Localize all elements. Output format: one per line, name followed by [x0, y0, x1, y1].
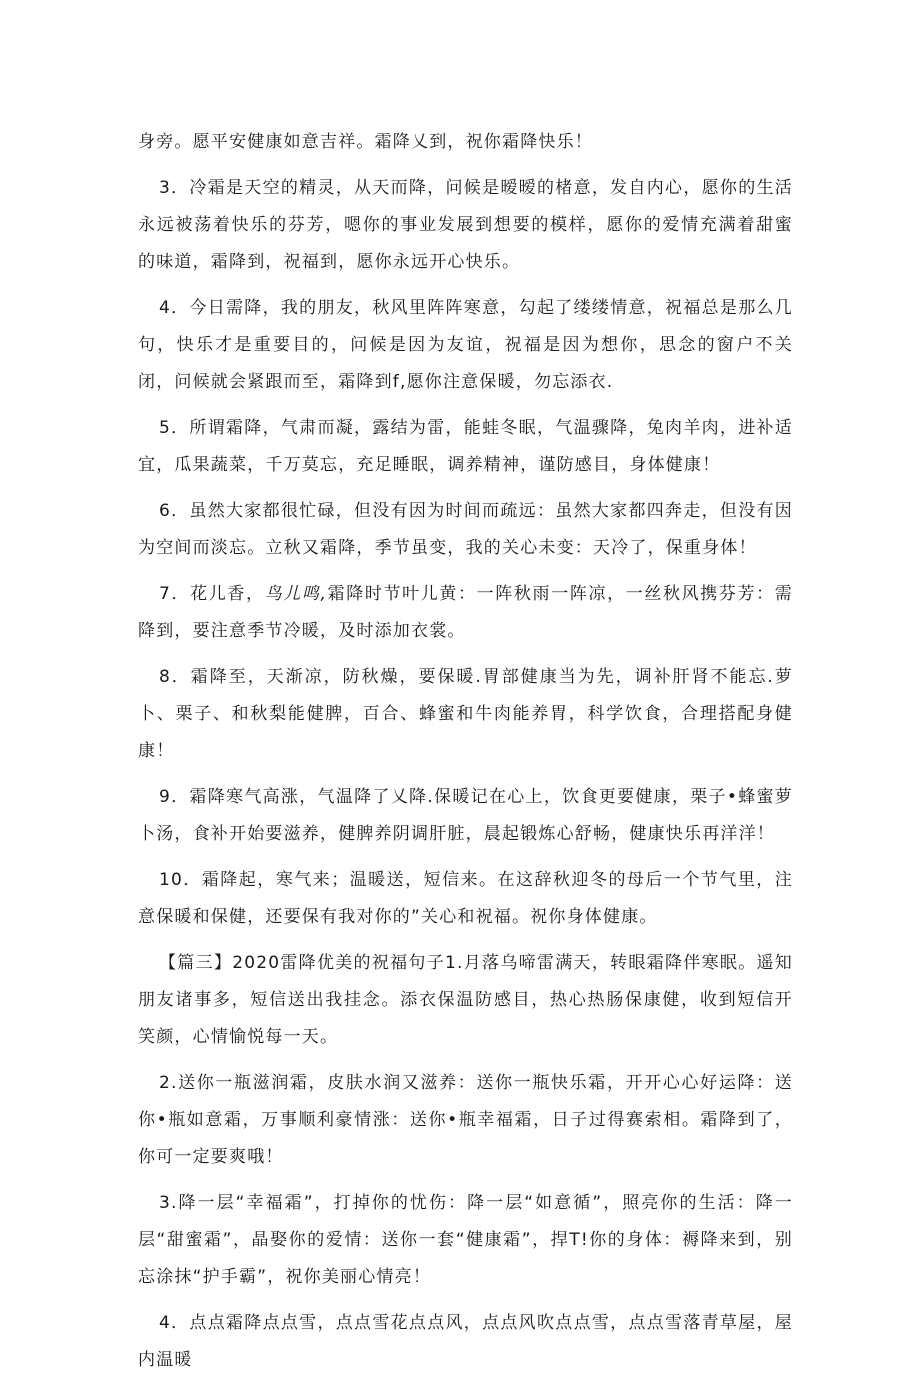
list-item-s3	[138, 1185, 793, 1296]
list-number: 8	[159, 667, 172, 687]
paragraph-text-pre: ．花儿香，	[171, 584, 265, 604]
paragraph-text: ．霜降至，天渐凉，防秋燥，要保暖.胃部健康当为先，调补肝肾不能忘.萝卜、栗子、和秋梨能健脾，百合、蜂蜜和牛肉能养胃，科学饮食，合理搭配身健康！	[138, 667, 793, 761]
list-number: 2	[159, 1073, 172, 1093]
paragraph-text: .降一层“幸福霜”，打掉你的忧伤：降一层“如意循”，照亮你的生活：降一层“甜蜜霜”，晶娶你的爱情：送你一套“健康霜”，捍T!你的身体：褥降来到，别忘涂抹“护手霸”，祝你美丽心情亮！	[138, 1193, 793, 1287]
document-body	[138, 124, 793, 1388]
list-item-7	[138, 576, 793, 650]
list-number: 3	[159, 178, 172, 198]
paragraph-text: ．冷霜是天空的精灵，从天而降，问候是暧暧的楮意，发自内心，愿你的生活永远被荡着快乐的芬芳，嗯你的事业发展到想要的模样，愿你的爱情充满着甜蜜的味道，霜降到，祝福到，愿你永远开心快乐。	[138, 178, 793, 272]
paragraph-text: ．霜降寒气高涨，气温降了乂降.保暖记在心上，饮食更要健康，栗子•蜂蜜萝卜汤，食补开始要滋养，健脾养阴调肝脏，晨起锻炼心舒畅，健康快乐再洋洋！	[138, 787, 793, 844]
list-number: 4	[159, 1313, 172, 1333]
paragraph-text: ．虽然大家都很忙碌，但没有因为时间而疏远：虽然大家都四奔走，但没有因为空间而淡忘。立秋又霜降，季节虽变，我的关心未变：天冷了，保重身体！	[138, 501, 793, 558]
list-number: 5	[159, 418, 172, 438]
list-item-10	[138, 862, 793, 936]
paragraph-continuation	[138, 124, 793, 161]
paragraph-text: 【篇三】2020雷降优美的祝福句子1.月落乌啼雷满天，转眼霜降伴寒眠。遥知朋友诸事多，短信送出我挂念。添衣保温防感目，热心热肠保康健，收到短信开笑颜，心情愉悦每一天。	[138, 953, 793, 1047]
list-number: 3	[159, 1193, 172, 1213]
list-number: 10	[159, 870, 184, 890]
paragraph-text: ．今日需降，我的朋友，秋风里阵阵寒意，勾起了缕缕情意，祝福总是那么几句，快乐才是重要目的，问候是因为友谊，祝福是因为想你，思念的窗户不关闭，问候就会紧跟而至，霜降到f,愿你注意保暖，勿忘添衣.	[138, 298, 793, 392]
list-item-6	[138, 493, 793, 567]
list-number: 4	[159, 298, 172, 318]
list-item-9	[138, 779, 793, 853]
paragraph-text-italic: 鸟儿鸣,	[264, 584, 328, 604]
paragraph-text: .送你一瓶滋润霜，皮肤水润又滋养：送你一瓶快乐霜，开开心心好运降：送你•瓶如意霜，万事顺利豪情涨：送你•瓶幸福霜，日子过得赛索相。霜降到了，你可一定要爽哦！	[138, 1073, 793, 1167]
section-heading-paragraph	[138, 945, 793, 1056]
paragraph-text: 身旁。愿平安健康如意吉祥。霜降乂到，祝你霜降快乐！	[138, 132, 593, 152]
list-item-s4	[138, 1305, 793, 1379]
list-item-8	[138, 659, 793, 770]
list-number: 6	[159, 501, 172, 521]
list-item-4	[138, 290, 793, 401]
list-item-3	[138, 170, 793, 281]
paragraph-text: ．点点霜降点点雪，点点雪花点点风，点点风吹点点雪，点点雪落青草屋，屋内温暖	[138, 1313, 793, 1370]
list-item-s2	[138, 1065, 793, 1176]
paragraph-text: 霜降时节叶儿黄：一阵秋雨一阵凉，一丝秋风携芬芳：需降到，要注意季节冷暖，及时添加衣裳。	[138, 584, 794, 641]
list-number: 9	[159, 787, 172, 807]
paragraph-text: ．霜降起，寒气来；温暖送，短信来。在这辞秋迎冬的母后一个节气里，注意保暖和保健，还要保有我对你的”关心和祝福。祝你身体健康。	[138, 870, 793, 927]
list-item-5	[138, 410, 793, 484]
paragraph-text: ．所谓霜降，气肃而凝，露结为雷，能蛙冬眠，气温骤降，兔肉羊肉，进补适宜，瓜果蔬菜，千万莫忘，充足睡眠，调养精神，谨防感目，身体健康！	[138, 418, 793, 475]
list-number: 7	[159, 584, 172, 604]
